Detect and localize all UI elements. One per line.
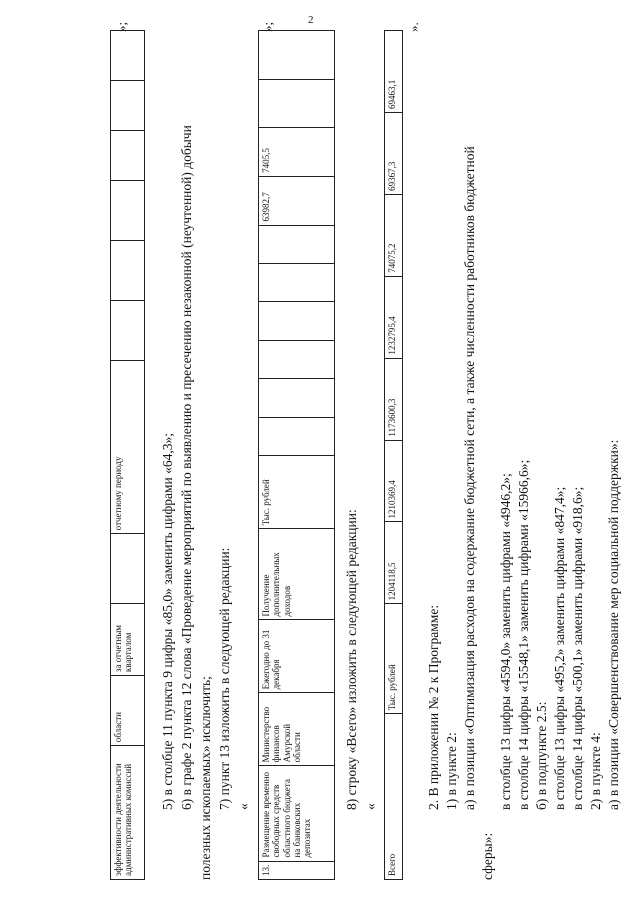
total-value: 1210369,4: [385, 440, 403, 522]
closing-quote: ».: [406, 22, 421, 32]
table-cell: [111, 240, 145, 300]
text-line: в столбце 14 цифры «15548,1» заменить цифрами «15966,6»;: [516, 459, 531, 810]
paragraph-7: 7) пункт 13 изложить в следующей редакции:: [217, 547, 232, 810]
text-line: 2. В приложении № 2 к Программе:: [426, 604, 441, 810]
text-line: в столбце 13 цифры «495,2» заменить цифрами «847,4»;: [552, 486, 567, 810]
value-cell: 63982,7: [259, 176, 335, 225]
paragraph-8: 8) строку «Всего» изложить в следующей редакции:: [344, 509, 359, 810]
table-cell: [259, 379, 335, 417]
paragraph-6: 6) в графе 2 пункта 12 слова «Проведение мероприятий по выявлению и пресечению незаконной (неучтенной) добычи: [179, 125, 194, 810]
row-number: 13.: [259, 861, 335, 879]
rotated-document-sheet: [10, 10, 621, 890]
text-line: б) в подпункте 2.5:: [534, 701, 549, 810]
total-label: Всего: [385, 714, 403, 880]
table-row: [385, 31, 403, 880]
table-cell: [259, 302, 335, 340]
text-line: 1) в пункте 2:: [444, 732, 459, 810]
table-cell: [111, 80, 145, 130]
table-row: [111, 31, 145, 880]
closing-quote: »;: [260, 21, 275, 32]
total-value: 69463,1: [385, 31, 403, 113]
text-line: 2) в пункте 4:: [588, 732, 603, 810]
total-value: 74075,2: [385, 194, 403, 276]
text-line: а) в позиции «Совершенствование мер социальной поддержки»:: [606, 439, 621, 810]
table-cell: [111, 180, 145, 240]
table-cell: области: [111, 676, 145, 746]
text-line: в столбце 14 цифры «500,1» заменить цифрами «918,6»;: [570, 486, 585, 810]
total-value: 69367,3: [385, 112, 403, 194]
text-line: сферы»:: [480, 832, 495, 880]
table-cell: [111, 300, 145, 360]
table-cell: [111, 31, 145, 81]
table-cell: за отчетным кварталом: [111, 604, 145, 676]
closing-quote: »;: [114, 21, 129, 32]
text-line: а) в позиции «Оптимизация расходов на содержание бюджетной сети, а также численности работников бюджетной: [462, 146, 477, 810]
table-cell: [259, 225, 335, 263]
table-cell: [259, 264, 335, 302]
table-cell: [259, 417, 335, 455]
table-fragment-1: [110, 30, 145, 880]
table-cell: эффективности деятельности административных комиссий: [111, 746, 145, 880]
deadline: Ежегодно до 31 декабря: [259, 620, 335, 693]
value-cell: 7405,5: [259, 128, 335, 177]
paragraph-5: 5) в столбце 11 пункта 9 цифры «85,0» заменить цифрами «64,3»;: [160, 433, 175, 810]
table-cell: [259, 79, 335, 128]
responsible: Министерство финансов Амурской области: [259, 693, 335, 766]
table-cell: отчетному периоду: [111, 360, 145, 534]
table-cell: [111, 534, 145, 604]
table-cell: [259, 340, 335, 378]
table-total-row: [384, 30, 403, 880]
paragraph-6-cont: полезных ископаемых» исключить;: [198, 676, 213, 880]
indicator: Получение дополнительных доходов: [259, 529, 335, 620]
text-line: в столбце 13 цифры «4594,0» заменить цифрами «4946,2»;: [498, 473, 513, 810]
unit: Тыс. рублей: [259, 456, 335, 529]
opening-quote: «: [363, 803, 378, 810]
table-point-13: [258, 30, 335, 880]
table-cell: [259, 31, 335, 80]
opening-quote: «: [236, 803, 251, 810]
total-unit: Тыс. рублей: [385, 604, 403, 714]
total-value: 1232795,4: [385, 276, 403, 358]
page-number: 2: [308, 14, 314, 26]
measure-name: Размещение временно свободных средств областного бюджета на банковских депозитах: [259, 766, 335, 861]
table-cell: [111, 130, 145, 180]
table-row: [259, 31, 335, 880]
total-value: 1204118,5: [385, 522, 403, 604]
total-value: 1173600,3: [385, 358, 403, 440]
